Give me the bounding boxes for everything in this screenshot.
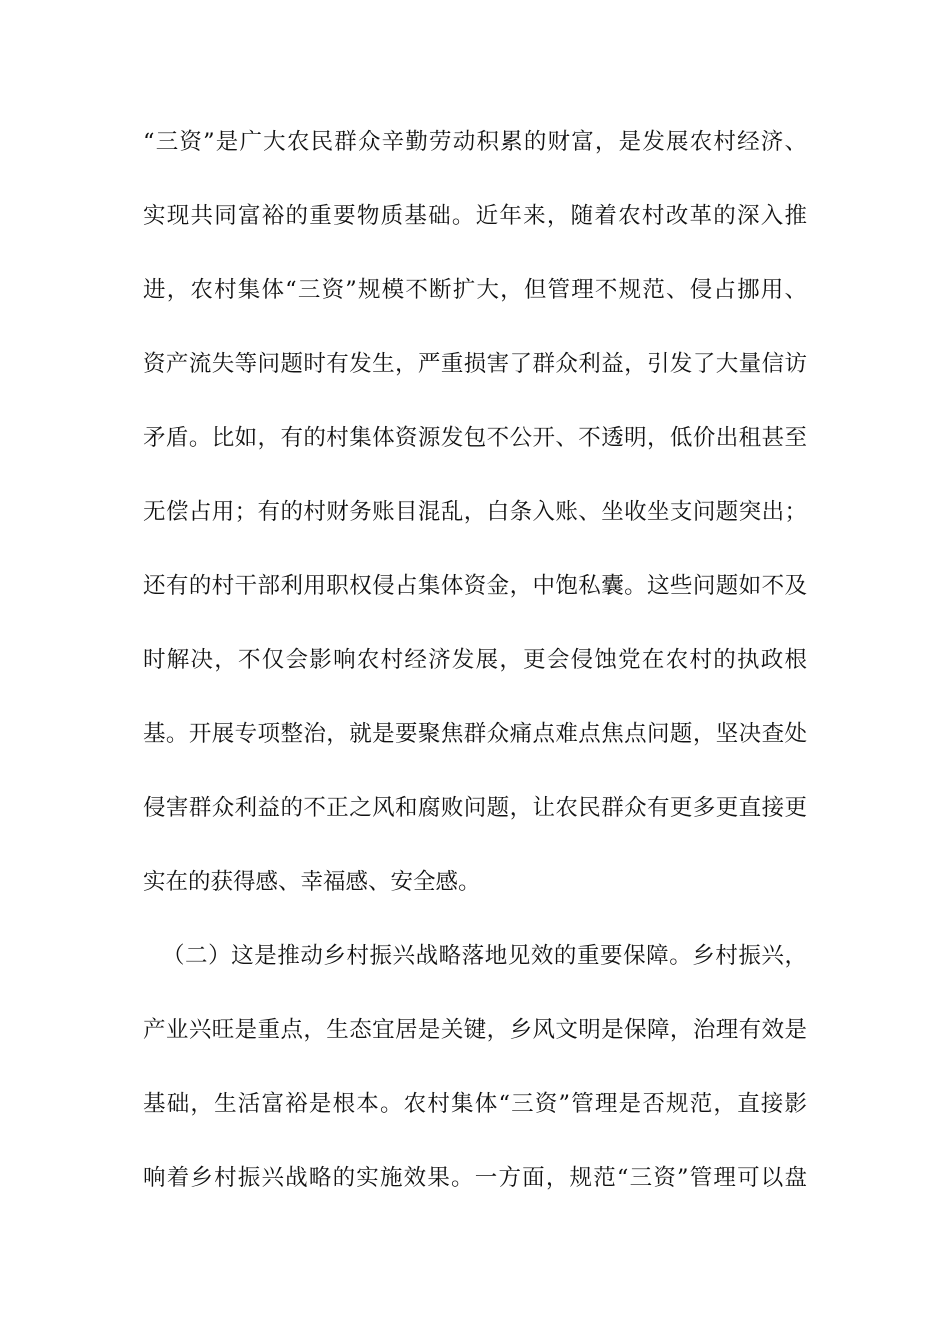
text-line-11: 实在的获得感、幸福感、安全感。	[143, 869, 481, 895]
text-line-8: 时解决，不仅会影响农村经济发展，更会侵蚀党在农村的执政根	[143, 647, 807, 673]
text-line-10: 侵害群众利益的不正之风和腐败问题，让农民群众有更多更直接更	[143, 795, 807, 821]
text-line-12: （二）这是推动乡村振兴战略落地见效的重要保障。乡村振兴，	[162, 943, 807, 969]
text-line-15: 响着乡村振兴战略的实施效果。一方面，规范“三资”管理可以盘	[143, 1165, 807, 1191]
text-line-3: 进，农村集体“三资”规模不断扩大，但管理不规范、侵占挪用、	[143, 277, 807, 303]
text-line-1: “三资”是广大农民群众辛勤劳动积累的财富，是发展农村经济、	[143, 129, 807, 155]
text-line-7: 还有的村干部利用职权侵占集体资金，中饱私囊。这些问题如不及	[143, 573, 807, 599]
text-line-4: 资产流失等问题时有发生，严重损害了群众利益，引发了大量信访	[143, 351, 807, 377]
text-line-9: 基。开展专项整治，就是要聚焦群众痛点难点焦点问题，坚决查处	[143, 721, 807, 747]
text-line-5: 矛盾。比如，有的村集体资源发包不公开、不透明，低价出租甚至	[143, 425, 807, 451]
text-line-14: 基础，生活富裕是根本。农村集体“三资”管理是否规范，直接影	[143, 1091, 807, 1117]
text-line-2: 实现共同富裕的重要物质基础。近年来，随着农村改革的深入推	[143, 203, 807, 229]
text-line-13: 产业兴旺是重点，生态宜居是关键，乡风文明是保障，治理有效是	[143, 1017, 807, 1043]
text-line-6: 无偿占用；有的村财务账目混乱，白条入账、坐收坐支问题突出；	[143, 499, 807, 525]
